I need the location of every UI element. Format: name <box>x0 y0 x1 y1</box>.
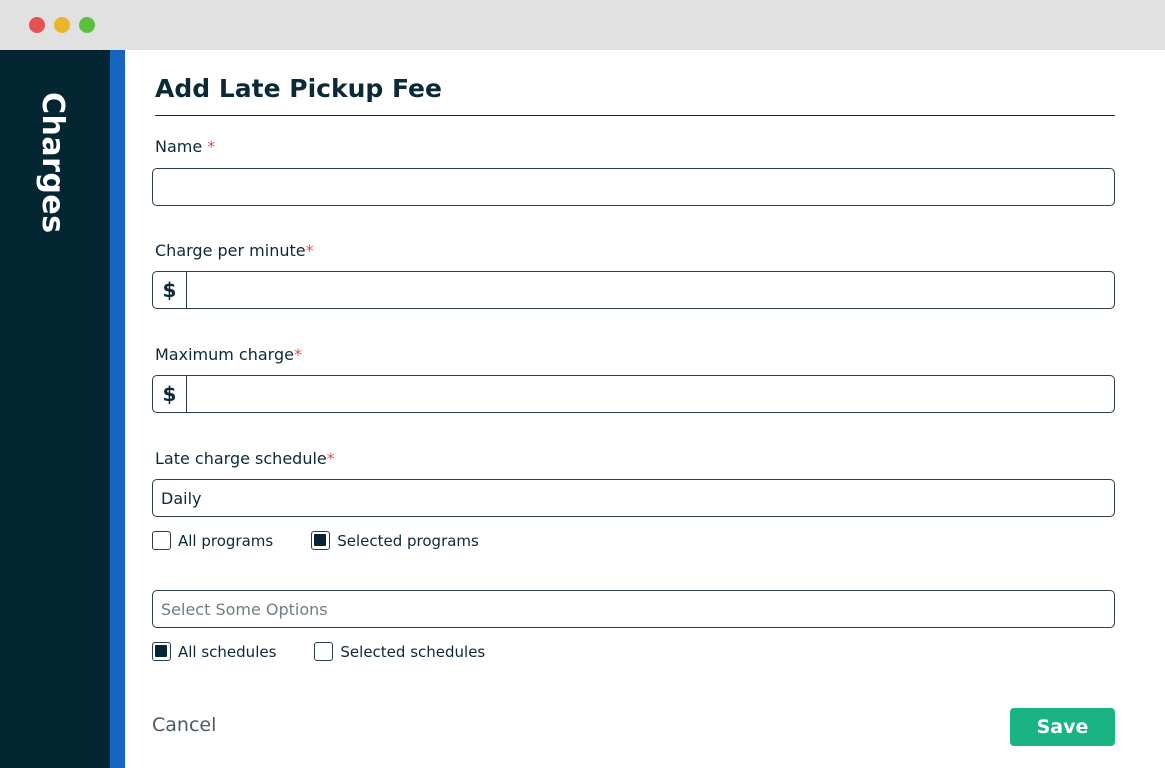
required-mark: * <box>305 241 314 260</box>
name-field[interactable] <box>152 168 1115 206</box>
dollar-prefix: $ <box>153 376 187 412</box>
checkbox-box[interactable] <box>152 642 171 661</box>
charge-per-minute-label <box>155 241 314 260</box>
sidebar-title: Charges <box>35 92 70 234</box>
options-placeholder: Select Some Options <box>161 599 328 619</box>
charge-per-minute-field[interactable] <box>152 271 1115 309</box>
required-mark: * <box>326 449 335 468</box>
selected-programs-label: Selected programs <box>337 531 479 550</box>
form-panel <box>125 50 1165 768</box>
name-label <box>155 137 215 156</box>
maximum-charge-label <box>155 345 302 364</box>
required-mark: * <box>207 137 216 156</box>
programs-checkbox-row <box>152 531 517 550</box>
selected-schedules-checkbox[interactable] <box>314 642 485 661</box>
all-schedules-checkbox[interactable] <box>152 642 276 661</box>
page-title: Add Late Pickup Fee <box>155 74 442 103</box>
name-label-text: Name <box>155 137 203 156</box>
charge-per-minute-input[interactable] <box>187 272 1114 308</box>
window-titlebar <box>0 0 1165 50</box>
late-charge-schedule-select[interactable] <box>152 479 1115 517</box>
schedules-checkbox-row <box>152 642 523 661</box>
title-divider <box>155 115 1115 116</box>
maximum-charge-field[interactable] <box>152 375 1115 413</box>
maximum-charge-input[interactable] <box>187 376 1114 412</box>
sidebar-title-wrap <box>22 92 82 232</box>
cancel-button[interactable]: Cancel <box>152 714 217 736</box>
selected-programs-checkbox[interactable] <box>311 531 479 550</box>
all-programs-checkbox[interactable] <box>152 531 273 550</box>
late-charge-schedule-value: Daily <box>161 488 202 508</box>
checkbox-box[interactable] <box>311 531 330 550</box>
save-button[interactable]: Save <box>1010 708 1115 746</box>
dollar-prefix: $ <box>153 272 187 308</box>
late-charge-schedule-label-text: Late charge schedule <box>155 449 327 468</box>
selected-schedules-label: Selected schedules <box>340 642 486 661</box>
charge-per-minute-label-text: Charge per minute <box>155 241 306 260</box>
late-charge-schedule-label <box>155 449 335 468</box>
required-mark: * <box>293 345 302 364</box>
all-programs-label: All programs <box>178 531 274 550</box>
maximum-charge-label-text: Maximum charge <box>155 345 294 364</box>
minimize-window-icon[interactable] <box>54 17 70 33</box>
sidebar-accent-bar <box>110 50 125 768</box>
maximize-window-icon[interactable] <box>79 17 95 33</box>
checkbox-box[interactable] <box>152 531 171 550</box>
close-window-icon[interactable] <box>29 17 45 33</box>
checkbox-box[interactable] <box>314 642 333 661</box>
options-multiselect[interactable] <box>152 590 1115 628</box>
all-schedules-label: All schedules <box>178 642 277 661</box>
name-input[interactable] <box>153 169 1114 205</box>
